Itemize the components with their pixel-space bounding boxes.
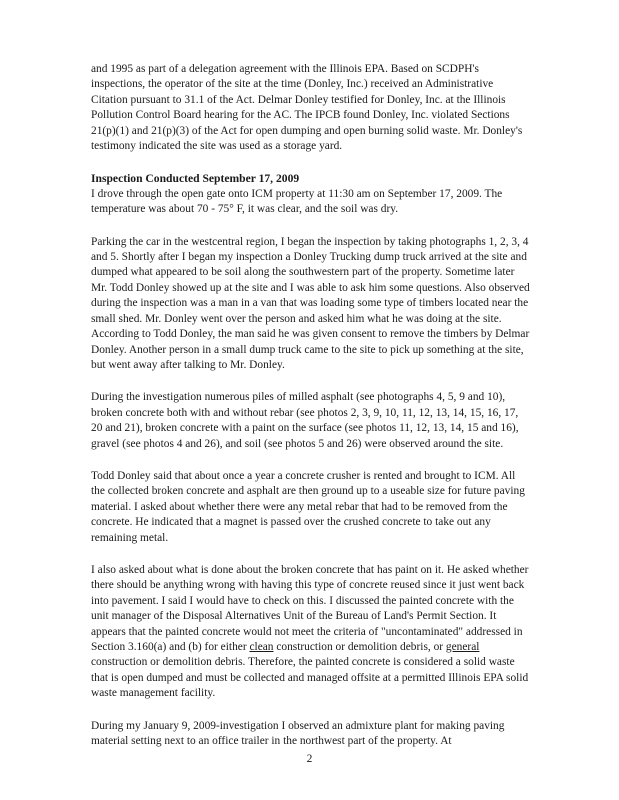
underlined-general: general <box>445 641 480 653</box>
painted-concrete-text-1: I also asked about what is done about the broken concrete that has paint on it. He asked whether there should be anything wrong with having this type of concrete reused since it just went back into pavement. I said I would have to check on this. I discussed the painted concrete with the unit manager of the Disposal Alternatives Unit of the Bureau of Land's Permit Section. It appears that the painted concrete would not meet the criteria of "uncontaminated" addressed in Section 3.160(a) and (b) for either <box>91 563 529 653</box>
painted-concrete-text-2: construction or demolition debris, or <box>273 641 446 653</box>
painted-concrete-text-3: construction or demolition debris. Therefore, the painted concrete is considered a solid waste that is open dumped and must be collected and managed offsite at a permitted Illinois EPA solid waste management facility. <box>91 656 529 700</box>
underlined-clean: clean <box>249 641 274 653</box>
document-body <box>91 62 531 766</box>
paragraph-inspection-start: Parking the car in the westcentral region, I began the inspection by taking photographs 1, 2, 3, 4 and 5. Shortly after I began my inspection a Donley Trucking dump truck arrived at the site and dumped what appeared to be soil along the southwestern part of the property. Sometime later Mr. Todd Donley showed up at the site and I was able to ask him some questions. Also observed during the inspection was a man in a van that was loading some type of timbers located near the small shed. Mr. Donley went over the person and asked him what he was doing at the site. According to Todd Donley, the man said he was given consent to remove the timbers by Delmar Donley. Another person in a small dump truck came to the site to pick up something at the site, but went away after talking to Mr. Donley. <box>91 235 530 371</box>
paragraph-concrete-crusher: Todd Donley said that about once a year a concrete crusher is rented and brought to ICM. All the collected broken concrete and asphalt are then ground up to a useable size for future paving material. I asked about whether there were any metal rebar that had to be removed from the concrete. He indicated that a magnet is passed over the crushed concrete to take out any remaining metal. <box>91 469 525 544</box>
section-heading: Inspection Conducted September 17, 2009 <box>91 172 300 186</box>
paragraph-observed-materials: During the investigation numerous piles of milled asphalt (see photographs 4, 5, 9 and 10), broken concrete both with and without rebar (see photos 2, 3, 9, 10, 11, 12, 13, 14, 15, 16, 17, 20 and 21), broken concrete with a paint on the surface (see photos 11, 12, 13, 14, 15 and 16), gravel (see photos 4 and 26), and soil (see photos 5 and 26) were observed around the site. <box>91 391 519 450</box>
paragraph-admixture-plant: During my January 9, 2009-investigation I observed an admixture plant for making paving material setting next to an office trailer in the northwest part of the property. At <box>91 719 505 748</box>
paragraph-painted-concrete <box>91 563 531 702</box>
paragraph-history: and 1995 as part of a delegation agreement with the Illinois EPA. Based on SCDPH's inspections, the operator of the site at the time (Donley, Inc.) received an Administrative Citation pursuant to 31.1 of the Act. Delmar Donley testified for Donley, Inc. at the Illinois Pollution Control Board hearing for the AC. The IPCB found Donley, Inc. violated Sections 21(p)(1) and 21(p)(3) of the Act for open dumping and open burning solid waste. Mr. Donley's testimony indicated the site was used as a storage yard. <box>91 63 523 153</box>
page-number: 2 <box>306 753 313 765</box>
paragraph-arrival: I drove through the open gate onto ICM property at 11:30 am on September 17, 2009. The temperature was about 70 - 75° F, it was clear, and the soil was dry. <box>91 187 503 216</box>
